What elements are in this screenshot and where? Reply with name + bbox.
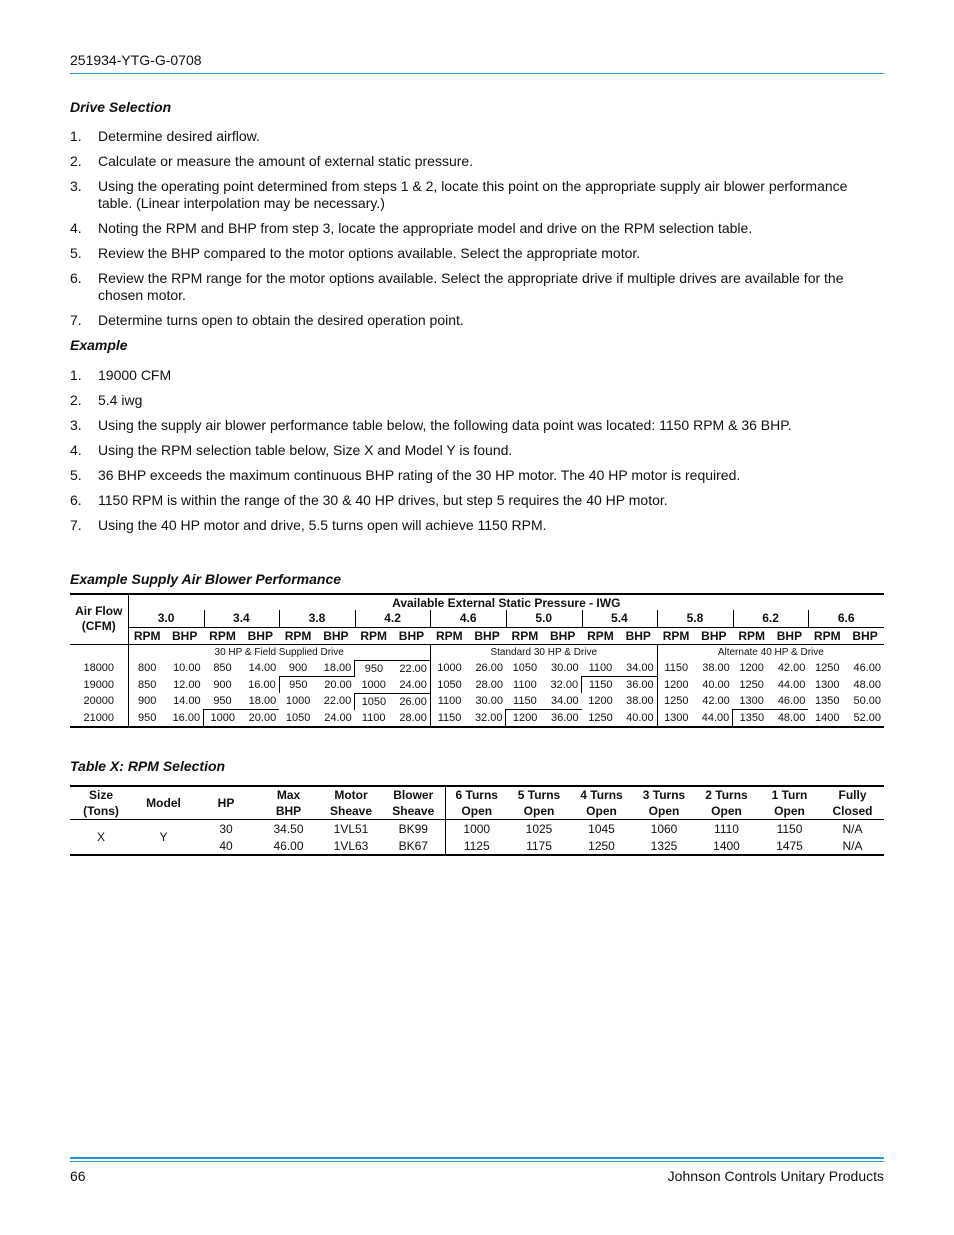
header-line: Size [88,788,113,802]
rpm-cell: 1000 [361,678,386,691]
footer-rule [70,1157,884,1159]
bhp-col-header: BHP [468,627,506,644]
bhp-cell: 20.00 [317,677,355,694]
closed-cell: N/A [842,821,863,836]
bhp-col-header: BHP [619,627,657,644]
bhp-cell: 32.00 [550,678,579,691]
pressure-value: 5.8 [657,610,733,627]
pressure-header: Available External Static Pressure - IWG [128,594,884,610]
drive-selection-step [70,220,884,237]
rpm-cell: 1150 [657,660,695,677]
rpm-cell: 1200 [657,677,695,694]
bhp-cell: 48.00 [853,678,881,691]
drive-label: Alternate 40 HP & Drive [657,644,884,660]
rpm-cell: 950 [213,695,232,707]
bhp-cell: 28.00 [475,678,503,691]
bhp-col-header: BHP [166,627,204,644]
rpm-cell: 1350 [815,695,840,708]
bhp-cell: 40.00 [626,711,654,724]
header-line: Open [648,804,680,818]
step-number: 7. [70,312,82,328]
bhp-cell: 40.00 [702,678,730,691]
drive-selection-step [70,153,884,170]
drive-selection-step [70,312,884,329]
rpm-table-header [758,786,821,820]
max-bhp-cell: 34.50 [273,821,304,836]
hp-cell: 40 [195,837,257,855]
header-line: Open [461,804,493,818]
bhp-cell: 12.00 [173,678,201,691]
bhp-cell: 44.00 [777,678,806,691]
rpm-table-header [70,786,132,820]
header-line: Open [774,804,805,818]
step-text: Using the RPM selection table below, Size X and Model Y is found. [98,442,513,458]
header-line: 1 Turn [771,788,808,802]
rpm-cell: 1150 [582,677,620,694]
step-text: Using the supply air blower performance table below, the following data point was located: 1150 RPM & 36 BHP. [98,417,792,433]
bhp-col-header: BHP [544,627,582,644]
company-name: Johnson Controls Unitary Products [667,1168,884,1184]
rpm-col-header: RPM [506,627,544,644]
header-line: Fully [838,788,867,802]
bhp-cell: 26.00 [393,693,431,710]
rpm-cell: 1100 [430,693,468,710]
rpm-table-header [508,786,570,820]
t5-cell: 1025 [525,821,553,836]
bhp-col-header: BHP [317,627,355,644]
step-text: 36 BHP exceeds the maximum continuous BHP rating of the 30 HP motor. The 40 HP motor is required. [98,467,741,483]
rpm-cell: 850 [213,662,232,675]
bhp-cell: 52.00 [853,711,881,724]
bhp-cell: 46.00 [777,695,806,707]
drive-label: 30 HP & Field Supplied Drive [128,644,430,660]
bhp-cell: 32.00 [474,711,503,724]
bhp-cell: 18.00 [323,662,352,674]
bhp-cell: 24.00 [399,678,427,691]
t5-cell: 1175 [508,837,570,855]
header-line: 5 Turns [517,788,561,802]
bhp-col-header: BHP [846,627,884,644]
header-line: Blower [393,788,434,802]
example-steps [70,367,884,542]
rpm-table-title: Table X: RPM Selection [70,758,226,774]
example-step [70,392,884,409]
bhp-cell: 20.00 [241,710,279,728]
rpm-cell: 1250 [739,678,764,691]
rpm-cell: 1050 [430,677,468,694]
rpm-col-header: RPM [582,627,620,644]
rpm-col-header: RPM [808,627,846,644]
bhp-col-header: BHP [241,627,279,644]
pressure-value: 4.6 [430,610,506,627]
page-number: 66 [70,1168,86,1184]
bhp-cell: 16.00 [172,711,201,724]
header-line: Max [276,788,301,802]
header-line: (Tons) [83,804,119,818]
cfm-cell: 21000 [83,711,115,724]
header-line: Open [711,804,742,818]
cfm-cell: 19000 [83,678,115,691]
example-step [70,442,884,459]
footer-rule-thin [70,1161,884,1162]
rpm-cell: 950 [355,660,393,677]
bhp-cell: 46.00 [853,662,881,675]
table-row [70,693,884,710]
rpm-cell: 1400 [815,711,840,724]
rpm-col-header: RPM [128,627,166,644]
bhp-cell: 24.00 [324,711,352,724]
rpm-cell: 1100 [361,711,386,724]
hp-cell: 30 [219,821,233,836]
blower-sheave-cell: BK67 [382,837,445,855]
bhp-cell: 18.00 [248,695,277,707]
t3-cell: 1060 [650,821,678,836]
step-text: 19000 CFM [98,367,172,383]
rpm-table-header [382,786,445,820]
step-number: 4. [70,220,82,236]
rpm-cell: 1100 [588,662,613,674]
bhp-cell: 50.00 [853,695,881,708]
t6-cell: 1000 [445,820,508,838]
bhp-cell: 36.00 [544,710,582,728]
rpm-col-header: RPM [355,627,393,644]
t2-cell: 1110 [714,821,739,836]
rpm-table-header [257,786,320,820]
header-line: Motor [334,788,368,802]
bhp-cell: 42.00 [702,695,730,708]
drive-selection-step [70,178,884,212]
size-cell: X [70,820,132,856]
rpm-table-header [132,786,195,820]
step-number: 2. [70,153,82,169]
rpm-cell: 1150 [513,695,537,707]
step-text: Calculate or measure the amount of external static pressure. [98,153,474,169]
bhp-cell: 36.00 [619,677,657,694]
step-number: 1. [70,128,82,144]
step-number: 2. [70,392,82,408]
rpm-col-header: RPM [430,627,468,644]
rpm-col-header: RPM [657,627,695,644]
step-text: Using the operating point determined from steps 1 & 2, locate this point on the appropriate supply air blower performance table. (Linear interpolation may be necessary.) [98,178,848,211]
rpm-table-header [195,786,257,820]
header-line: 6 Turns [455,788,498,802]
bhp-cell: 44.00 [701,711,730,724]
step-text: Using the 40 HP motor and drive, 5.5 turns open will achieve 1150 RPM. [98,517,547,533]
table-row [70,710,884,728]
header-line: BHP [275,804,302,818]
rpm-cell: 1300 [815,678,840,691]
bhp-cell: 38.00 [702,662,730,675]
bhp-cell: 34.00 [551,695,579,707]
pressure-value: 3.4 [204,610,280,627]
rpm-cell: 1000 [285,695,311,708]
rpm-cell: 1050 [355,693,393,710]
pressure-value: 5.0 [506,610,582,627]
bhp-cell: 30.00 [551,662,579,675]
drive-selection-step [70,270,884,304]
blower-sheave-cell: BK99 [398,821,428,836]
rpm-cell: 1250 [657,693,695,710]
example-step [70,492,884,509]
document-id: 251934-YTG-G-0708 [70,52,202,68]
cfm-cell: 18000 [83,662,115,675]
header-line: Open [523,804,555,818]
bhp-cell: 34.00 [626,662,654,674]
rpm-table-header [821,786,884,820]
step-number: 3. [70,417,82,433]
pressure-value: 4.2 [355,610,431,627]
rpm-col-header: RPM [733,627,771,644]
header-line: 4 Turns [580,788,623,802]
blower-performance-table [70,593,884,728]
bhp-cell: 16.00 [248,678,276,691]
bhp-col-header: BHP [393,627,431,644]
airflow-header: Air Flow (CFM) [70,594,128,644]
rpm-cell: 900 [128,693,166,710]
header-line: HP [217,796,235,810]
rpm-cell: 1200 [506,710,544,728]
step-number: 3. [70,178,82,194]
step-text: Review the BHP compared to the motor options available. Select the appropriate motor. [98,245,641,261]
step-number: 1. [70,367,82,383]
pressure-value: 6.6 [808,610,884,627]
example-step [70,367,884,384]
bhp-cell: 38.00 [626,695,654,708]
rpm-col-header: RPM [279,627,317,644]
t1-cell: 1475 [758,837,821,855]
step-number: 6. [70,492,82,508]
rpm-cell: 1200 [588,695,613,708]
t1-cell: 1150 [776,821,803,836]
blank-cell [70,644,128,660]
rpm-cell: 1250 [588,711,613,724]
bhp-cell: 22.00 [393,660,431,677]
step-text: 1150 RPM is within the range of the 30 & 40 HP drives, but step 5 requires the 40 HP motor. [98,492,668,508]
step-number: 5. [70,467,82,483]
rpm-table-header [695,786,758,820]
rpm-cell: 950 [128,710,166,728]
closed-cell: N/A [821,837,884,855]
pressure-value: 6.2 [733,610,809,627]
header-line: 2 Turns [705,788,748,802]
cfm-cell: 20000 [83,695,115,708]
rpm-table-header [320,786,382,820]
rpm-cell: 1050 [285,711,311,724]
model-cell: Y [132,820,195,856]
rpm-col-header: RPM [204,627,242,644]
rpm-cell: 1300 [657,710,695,728]
bhp-cell: 22.00 [323,695,352,708]
bhp-col-header: BHP [771,627,809,644]
step-text: Noting the RPM and BHP from step 3, locate the appropriate model and drive on the RPM selection table. [98,220,753,236]
table-row [70,677,884,694]
header-line: 3 Turns [642,788,686,802]
perf-table-title: Example Supply Air Blower Performance [70,571,342,587]
rpm-table-header [445,786,508,820]
rpm-cell: 1150 [430,710,468,728]
rpm-cell: 950 [279,677,317,694]
t6-cell: 1125 [445,837,508,855]
rpm-cell: 1000 [430,660,468,677]
rpm-cell: 1100 [513,678,537,691]
step-number: 7. [70,517,82,533]
header-rule [70,73,884,74]
table-row [70,820,884,838]
bhp-cell: 48.00 [771,710,809,728]
header-line: Model [146,796,181,810]
drive-selection-steps [70,128,884,337]
rpm-cell: 1250 [815,662,840,675]
step-number: 5. [70,245,82,261]
t4-cell: 1250 [570,837,633,855]
example-title: Example [70,337,128,353]
drive-label: Standard 30 HP & Drive [430,644,657,660]
motor-sheave-cell: 1VL63 [320,837,382,855]
header-line: Sheave [392,804,435,818]
pressure-value: 3.8 [279,610,355,627]
t3-cell: 1325 [633,837,695,855]
step-text: Determine turns open to obtain the desired operation point. [98,312,464,328]
header-line: Open [586,804,617,818]
table-row [70,660,884,677]
step-number: 6. [70,270,82,286]
t2-cell: 1400 [695,837,758,855]
bhp-cell: 10.00 [173,662,201,675]
bhp-cell: 14.00 [173,695,201,708]
example-step [70,417,884,434]
rpm-cell: 1000 [204,710,242,728]
pressure-value: 3.0 [128,610,204,627]
pressure-value: 5.4 [582,610,658,627]
bhp-cell: 28.00 [399,711,427,724]
rpm-selection-table [70,785,884,856]
rpm-cell: 1300 [739,695,764,707]
rpm-cell: 900 [213,678,232,691]
rpm-cell: 1050 [512,662,538,675]
rpm-table-header [570,786,633,820]
rpm-table-header [633,786,695,820]
drive-selection-title: Drive Selection [70,99,172,115]
header-line: Closed [832,804,873,818]
header-line: Sheave [329,804,373,818]
bhp-cell: 26.00 [475,662,503,675]
rpm-cell: 900 [288,662,308,674]
max-bhp-cell: 46.00 [257,837,320,855]
rpm-cell: 850 [128,677,166,694]
step-text: Determine desired airflow. [98,128,260,144]
bhp-cell: 14.00 [248,662,277,675]
step-number: 4. [70,442,82,458]
example-step [70,517,884,534]
drive-selection-step [70,128,884,145]
step-text: 5.4 iwg [98,392,143,408]
bhp-cell: 30.00 [475,695,503,708]
rpm-cell: 800 [128,660,166,677]
motor-sheave-cell: 1VL51 [333,821,369,836]
example-step [70,467,884,484]
rpm-cell: 1350 [733,710,771,728]
drive-selection-step [70,245,884,262]
bhp-cell: 42.00 [777,662,806,675]
step-text: Review the RPM range for the motor options available. Select the appropriate drive if multiple drives are available for the chosen motor. [98,270,844,303]
bhp-col-header: BHP [695,627,733,644]
rpm-cell: 1200 [739,662,764,675]
t4-cell: 1045 [588,821,615,836]
